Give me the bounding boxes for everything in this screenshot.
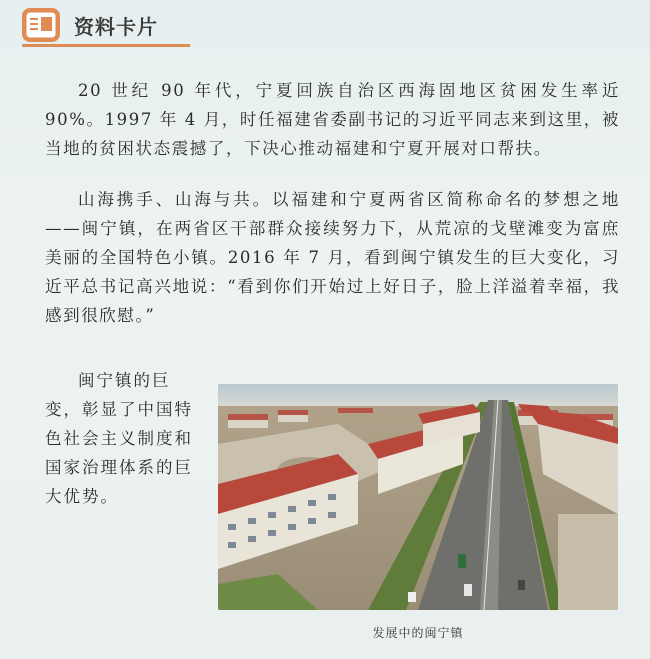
- photo-caption: 发展中的闽宁镇: [372, 626, 464, 640]
- paragraph-1: 20 世纪 90 年代，宁夏回族自治区西海固地区贫困发生率近 90%。1997 年 4 月，时任福建省委副书记的习近平同志来到这里，被当地的贫困状态震撼了，下决心推动福建和宁夏开展对口帮扶。: [45, 81, 620, 158]
- town-photo: [218, 384, 618, 610]
- card-header: [22, 6, 192, 44]
- card-title: 资料卡片: [74, 14, 158, 39]
- paragraph-2: 山海携手、山海与共。以福建和宁夏两省区简称命名的梦想之地——闽宁镇，在两省区干部群众接续努力下，从荒凉的戈壁滩变为富庶美丽的全国特色小镇。2016 年 7 月，看到闽宁镇发生的巨大变化，习近平总书记高兴地说：“看到你们开始过上好日子，脸上洋溢着幸福，我感到很欣慰。”: [45, 190, 620, 325]
- card-icon: [22, 8, 60, 42]
- header-underline: [22, 44, 190, 47]
- side-summary-text: 闽宁镇的巨变，彰显了中国特色社会主义制度和国家治理体系的巨大优势。: [45, 371, 193, 506]
